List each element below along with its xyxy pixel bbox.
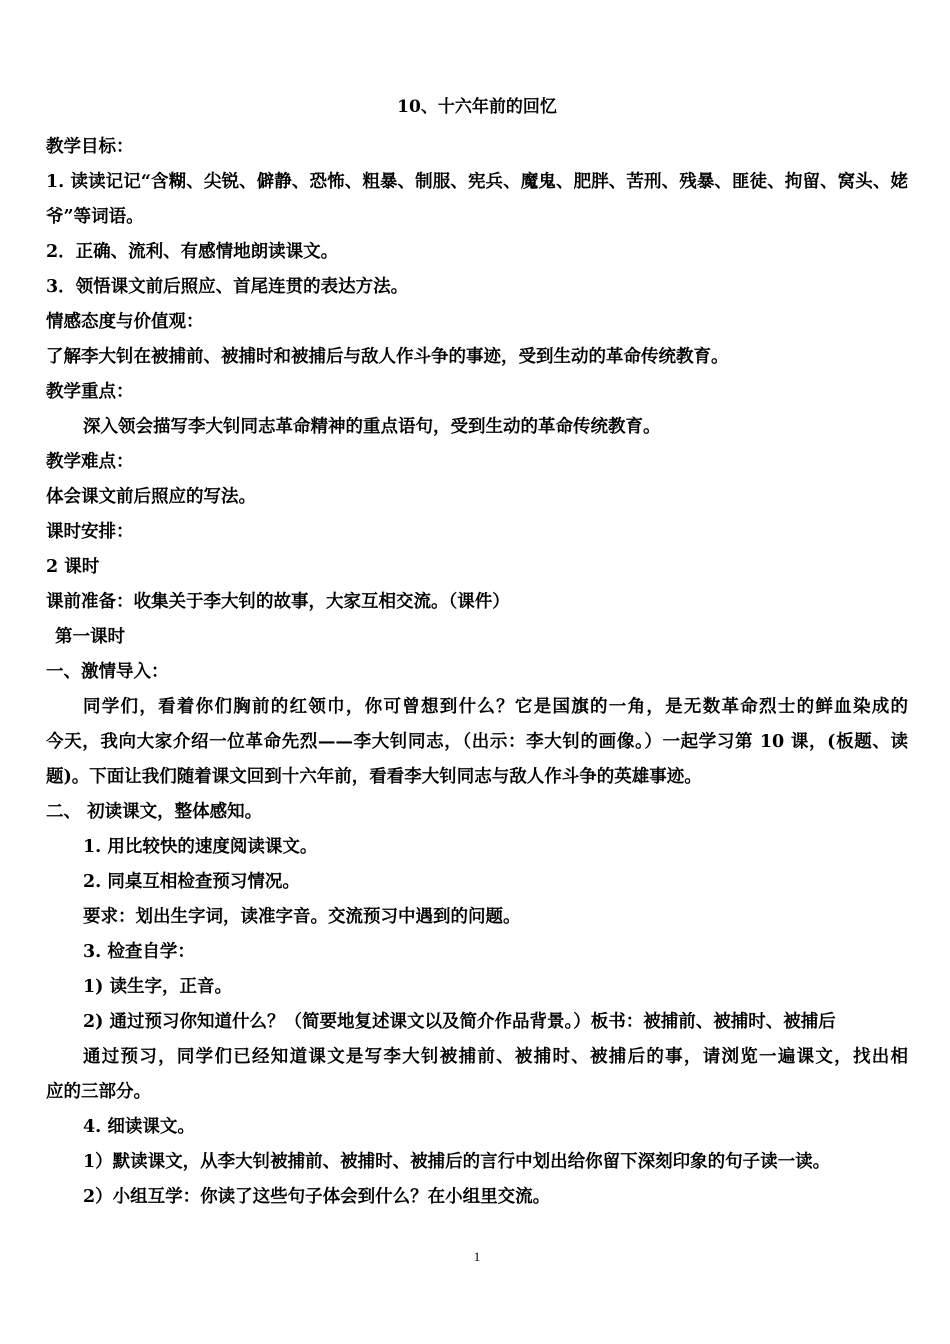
preparation-text: 课前准备：收集关于李大钊的故事，大家互相交流。（课件） <box>46 592 510 612</box>
values-text: 了解李大钊在被捕前、被捕时和被捕后与敌人作斗争的事迹，受到生动的革命传统教育。 <box>46 347 729 367</box>
document-page <box>46 0 908 1344</box>
introduction-paragraph-line-2: 今天，我向大家介绍一位革命先烈——李大钊同志，（出示：李大钊的画像。）一起学习第 10 课，(板题、读 <box>46 732 908 752</box>
page-number: 1 <box>473 1249 481 1264</box>
difficulties-text: 体会课文前后照应的写法。 <box>46 487 256 507</box>
section-heading-difficulties: 教学难点： <box>46 452 134 472</box>
document-body <box>46 130 908 1215</box>
goal-item-1-continued: 爷”等词语。 <box>46 207 144 227</box>
introduction-paragraph-line-3: 题)。下面让我们随着课文回到十六年前，看看李大钊同志与敌人作斗争的英雄事迹。 <box>46 767 702 787</box>
document-title: 10、十六年前的回忆 <box>397 97 557 117</box>
schedule-text: 2 课时 <box>46 557 100 577</box>
section-heading-key-points: 教学重点： <box>46 382 134 402</box>
reading-requirements: 要求：划出生字词，读准字音。交流预习中遇到的问题。 <box>83 907 521 927</box>
overview-paragraph-line-2: 应的三部分。 <box>46 1082 151 1102</box>
key-points-text: 深入领会描写李大钊同志革命精神的重点语句，受到生动的革命传统教育。 <box>83 417 661 437</box>
reading-step-2: 2. 同桌互相检查预习情况。 <box>83 872 300 892</box>
introduction-paragraph-line-1: 同学们，看着你们胸前的红领巾，你可曾想到什么？它是国旗的一角，是无数革命烈士的鲜血染成的 <box>83 697 908 717</box>
goal-item-2: 2．正确、流利、有感情地朗读课文。 <box>46 242 339 262</box>
self-study-item-1: 1) 读生字，正音。 <box>83 977 233 997</box>
step-heading-first-reading: 二、 初读课文，整体感知。 <box>46 802 263 822</box>
reading-step-4: 4. 细读课文。 <box>83 1117 195 1137</box>
reading-step-3: 3. 检查自学： <box>83 942 195 962</box>
lesson-heading-first: 第一课时 <box>55 627 125 647</box>
overview-paragraph-line-1: 通过预习，同学们已经知道课文是写李大钊被捕前、被捕时、被捕后的事，请浏览一遍课文，找出相 <box>83 1047 908 1067</box>
section-heading-schedule: 课时安排： <box>46 522 134 542</box>
goal-item-3: 3．领悟课文前后照应、首尾连贯的表达方法。 <box>46 277 409 297</box>
goal-item-1: 1. 读读记记“含糊、尖锐、僻静、恐怖、粗暴、制服、宪兵、魔鬼、肥胖、苦刑、残暴、匪徒、拘留、窝头、姥 <box>46 172 908 192</box>
detailed-reading-item-1: 1）默读课文，从李大钊被捕前、被捕时、被捕后的言行中划出给你留下深刻印象的句子读一读。 <box>83 1152 831 1172</box>
step-heading-introduction: 一、激情导入： <box>46 662 169 682</box>
section-heading-teaching-goals: 教学目标： <box>46 137 134 157</box>
self-study-item-2: 2) 通过预习你知道什么？（简要地复述课文以及简介作品背景。）板书：被捕前、被捕时、被捕后 <box>83 1012 836 1032</box>
reading-step-1: 1. 用比较快的速度阅读课文。 <box>83 837 318 857</box>
detailed-reading-item-2: 2）小组互学：你读了这些句子体会到什么？在小组里交流。 <box>83 1187 551 1207</box>
section-heading-values: 情感态度与价值观： <box>46 312 204 332</box>
